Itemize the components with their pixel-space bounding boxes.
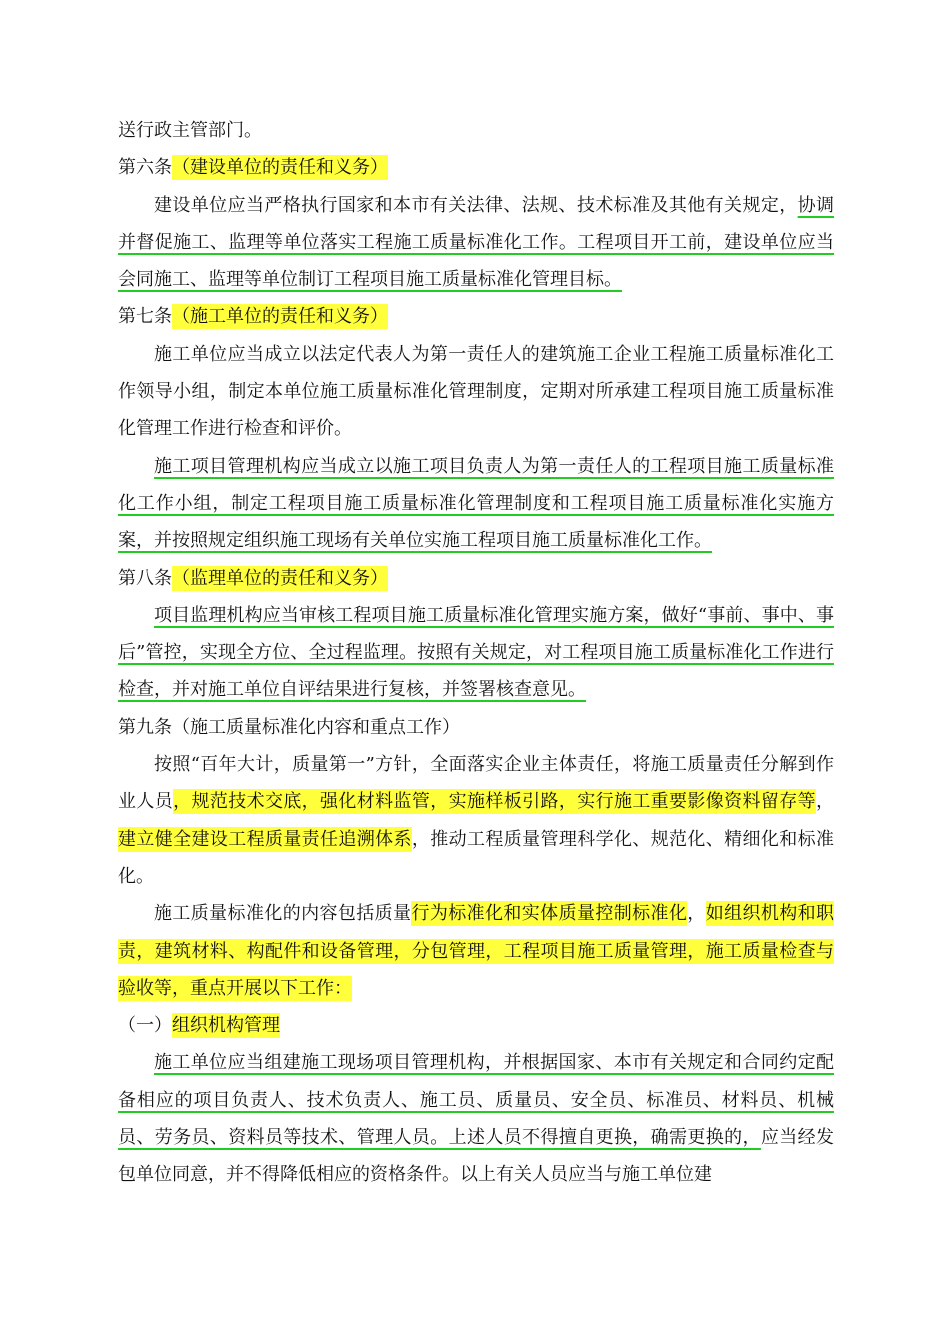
paragraph-text-highlighted: 行为标准化和实体质量控制标准化 <box>411 903 688 925</box>
paragraph-text-underlined: 项目监理机构应当审核工程项目施工质量标准化管理实施方案，做好“事前、事中、事后”管控，实现全方位、全过程监理。按照有关规定，对工程项目施工质量标准化工作进行检查，并对施工单位自评结果进行复核，并签署核查意见。 <box>118 604 834 701</box>
article-title: 第九条（施工质量标准化内容和重点工作） <box>118 716 460 738</box>
paragraph-text: ， <box>687 903 706 925</box>
paragraph-section-1 <box>118 1044 834 1193</box>
article-title-highlighted: （施工单位的责任和义务） <box>172 306 388 328</box>
article-label: 第八条 <box>118 567 172 589</box>
paragraph-article-7-b <box>118 448 834 560</box>
paragraph-article-9-b <box>118 895 834 1007</box>
paragraph-text: 施工质量标准化的内容包括质量 <box>154 903 412 925</box>
article-label: 第六条 <box>118 157 172 179</box>
paragraph-article-7-a <box>118 336 834 448</box>
paragraph-text: ，推动工程质量管理科学化、规范化、精细化和标准化。 <box>118 828 835 887</box>
article-7-heading <box>118 298 834 335</box>
paragraph-text: 按照“百年大计，质量第一”方针，全面落实企业主体责任，将施工质量责任分解到作业人员 <box>118 754 834 813</box>
article-9-heading <box>118 709 834 746</box>
article-label: 第七条 <box>118 306 172 328</box>
paragraph-article-8 <box>118 597 834 709</box>
paragraph-text: ， <box>816 791 835 813</box>
paragraph-text: 施工单位应当成立以法定代表人为第一责任人的建筑施工企业工程施工质量标准化工作领导小组，制定本单位施工质量标准化管理制度，定期对所承建工程项目施工质量标准化管理工作进行检查和评价。 <box>118 343 834 440</box>
paragraph-text-underlined: 施工单位应当组建施工现场项目管理机构，并根据国家、本市有关规定和合同约定配备相应的项目负责人、技术负责人、施工员、质量员、安全员、标准员、材料员、机械员、劳务员、资料员等技术、管理人员。上述人员不得擅自更换，确需更换的， <box>118 1052 834 1149</box>
article-title-highlighted: （监理单位的责任和义务） <box>172 567 388 589</box>
article-6-heading <box>118 149 834 186</box>
paragraph-text-underlined: 协调并督促施工、监理等单位落实工程施工质量标准化工作。工程项目开工前，建设单位应当会同施工、监理等单位制订工程项目施工质量标准化管理目标。 <box>118 194 834 291</box>
paragraph-text-highlighted: 如组织机构和职责，建筑材料、构配件和设备管理，分包管理，工程项目施工质量管理，施工质量检查与验收等，重点开展以下工作： <box>118 903 835 999</box>
paragraph-text-underlined: 施工项目管理机构应当成立以施工项目负责人为第一责任人的工程项目施工质量标准化工作小组，制定工程项目施工质量标准化管理制度和工程项目施工质量标准化实施方案，并按照规定组织施工现场有关单位实施工程项目施工质量标准化工作。 <box>118 455 834 552</box>
paragraph-text-highlighted: 建立健全建设工程质量责任追溯体系 <box>118 828 412 850</box>
article-title-highlighted: （建设单位的责任和义务） <box>172 157 388 179</box>
section-label: （一） <box>118 1015 172 1037</box>
paragraph-continuation <box>118 112 834 149</box>
paragraph-text: 建设单位应当严格执行国家和本市有关法律、法规、技术标准及其他有关规定， <box>154 194 798 216</box>
paragraph-text-highlighted: ，规范技术交底，强化材料监管，实施样板引路，实行施工重要影像资料留存等 <box>173 791 817 813</box>
document-page <box>118 112 834 1194</box>
paragraph-text: 送行政主管部门。 <box>118 120 262 141</box>
article-8-heading <box>118 560 834 597</box>
paragraph-article-6 <box>118 187 834 299</box>
section-1-heading <box>118 1007 834 1044</box>
paragraph-text: 应当经发包单位同意，并不得降低相应的资格条件。以上有关人员应当与施工单位建 <box>118 1127 834 1186</box>
paragraph-article-9-a <box>118 746 834 895</box>
section-title-highlighted: 组织机构管理 <box>172 1015 280 1037</box>
